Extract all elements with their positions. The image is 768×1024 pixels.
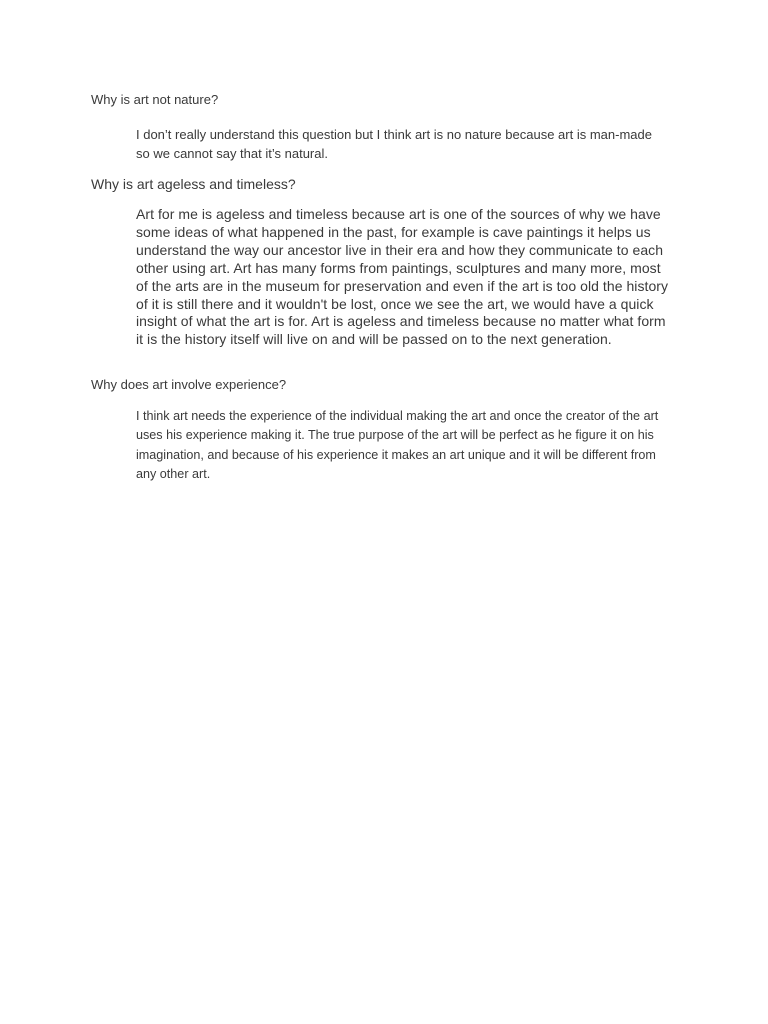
answer-paragraph: Art for me is ageless and timeless because art is one of the sources of why we have some ideas of what happened in the past, for example is cave paintings it helps us understand the way our ancestor live in their era and how they communicate to each other using art. Art has many forms from paintings, sculptures and many more, most of the arts are in the museum for preservation and even if the art is too old the history of it is still there and it wouldn't be lost, once we see the art, we would have a quick insight of what the art is for. Art is ageless and timeless because no matter what form it is the history itself will live on and will be passed on to the next generation.: [136, 206, 669, 348]
answer-paragraph: I don’t really understand this question but I think art is no nature because art is man-made so we cannot say that it’s natural.: [136, 127, 652, 161]
question-heading: Why is art ageless and timeless?: [91, 176, 296, 192]
question-heading: Why does art involve experience?: [91, 377, 287, 392]
answer-paragraph: I think art needs the experience of the individual making the art and once the creator of the art uses his experience making it. The true purpose of the art will be perfect as he figure it on his imagination, and because of his experience it makes an art unique and it will be different from any other art.: [136, 409, 659, 481]
question-heading: Why is art not nature?: [91, 92, 219, 107]
